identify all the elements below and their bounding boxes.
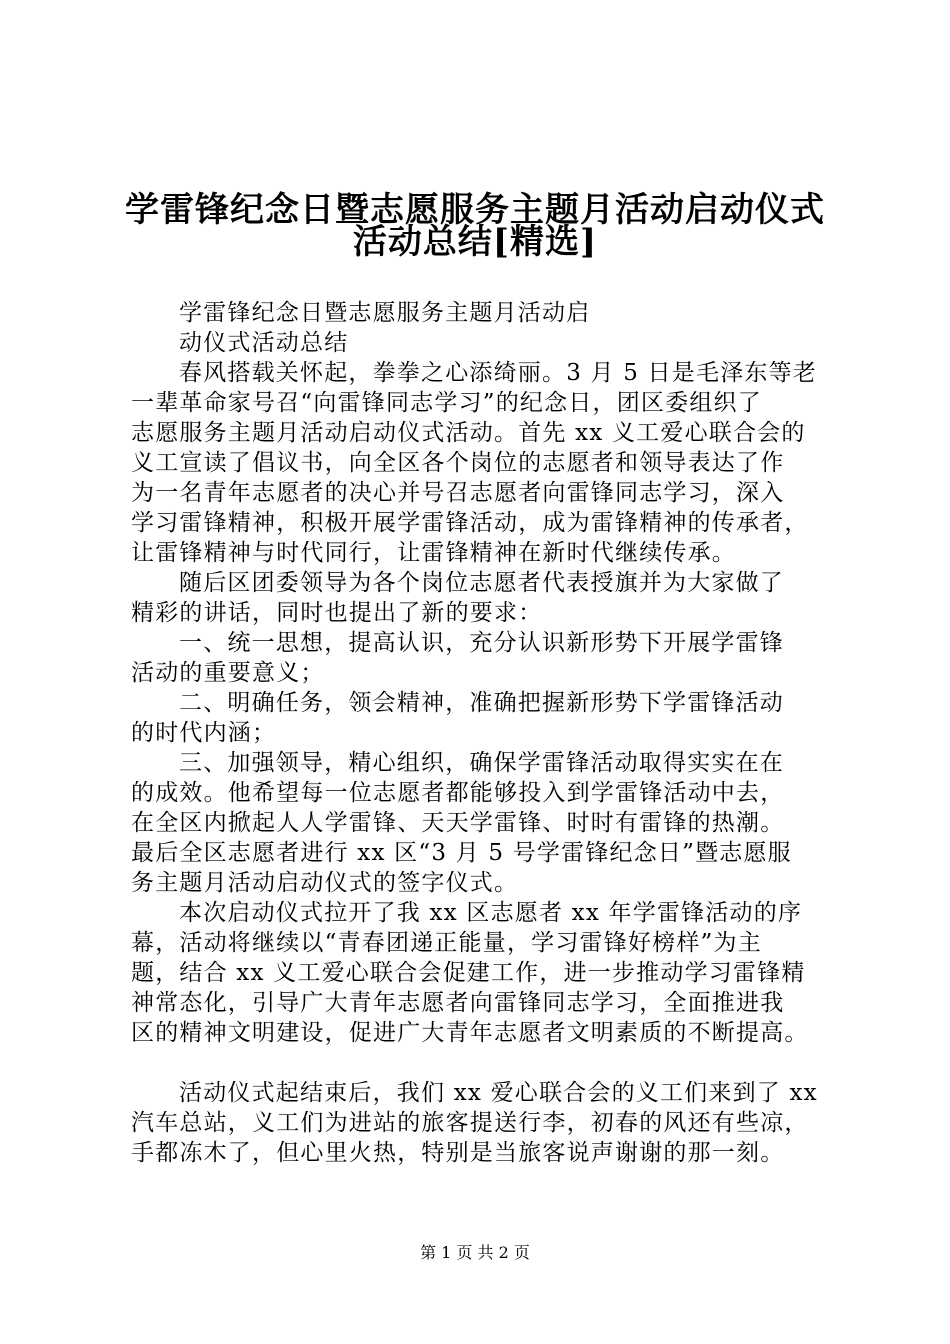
body-line: 汽车总站，义工们为进站的旅客提送行李，初春的风还有些凉，: [131, 1110, 809, 1136]
body-line: 一辈革命家号召“向雷锋同志学习”的纪念日，团区委组织了: [131, 390, 762, 416]
body-line: 一、统一思想，提高认识，充分认识新形势下开展学雷锋: [179, 630, 784, 656]
document-title-line-2: 活动总结[精选]: [352, 222, 598, 262]
body-line: 学雷锋纪念日暨志愿服务主题月活动启: [179, 300, 591, 326]
body-line: 三、加强领导，精心组织，确保学雷锋活动取得实实在在: [179, 750, 784, 776]
body-line: 学习雷锋精神，积极开展学雷锋活动，成为雷锋精神的传承者，: [131, 510, 809, 536]
body-line: 的时代内涵；: [131, 720, 277, 746]
body-line: 志愿服务主题月活动启动仪式活动。首先 xx 义工爱心联合会的: [131, 420, 806, 446]
document-body: [131, 298, 851, 1168]
body-line: 题，结合 xx 义工爱心联合会促建工作，进一步推动学习雷锋精: [131, 960, 806, 986]
body-line: 手都冻木了，但心里火热，特别是当旅客说声谢谢的那一刻。: [131, 1140, 785, 1166]
body-line: 务主题月活动启动仪式的签字仪式。: [131, 870, 519, 896]
body-line: [131, 1048, 851, 1078]
body-line: 最后全区志愿者进行 xx 区“3 月 5 号学雷锋纪念日”暨志愿服: [131, 840, 792, 866]
body-line: 的成效。他希望每一位志愿者都能够投入到学雷锋活动中去，: [131, 780, 785, 806]
body-line: 动仪式活动总结: [179, 330, 349, 356]
body-line: 随后区团委领导为各个岗位志愿者代表授旗并为大家做了: [179, 570, 784, 596]
body-line: 让雷锋精神与时代同行，让雷锋精神在新时代继续传承。: [131, 540, 736, 566]
body-line: 春风搭载关怀起，拳拳之心添绮丽。3 月 5 日是毛泽东等老: [179, 360, 817, 386]
body-line: 活动仪式起结束后，我们 xx 爱心联合会的义工们来到了 xx: [179, 1080, 818, 1106]
body-line: 二、明确任务，领会精神，准确把握新形势下学雷锋活动: [179, 690, 784, 716]
body-line: 神常态化，引导广大青年志愿者向雷锋同志学习，全面推进我: [131, 990, 785, 1016]
body-line: 本次启动仪式拉开了我 xx 区志愿者 xx 年学雷锋活动的序: [179, 900, 803, 926]
page-footer: 第 1 页 共 2 页: [420, 1243, 530, 1262]
body-line: 活动的重要意义；: [131, 660, 325, 686]
body-line: 精彩的讲话，同时也提出了新的要求：: [131, 600, 543, 626]
body-line: 为一名青年志愿者的决心并号召志愿者向雷锋同志学习，深入: [131, 480, 785, 506]
body-line: 义工宣读了倡议书，向全区各个岗位的志愿者和领导表达了作: [131, 450, 785, 476]
document-title-line-1: 学雷锋纪念日暨志愿服务主题月活动启动仪式: [125, 190, 825, 230]
body-line: 在全区内掀起人人学雷锋、天天学雷锋、时时有雷锋的热潮。: [131, 810, 785, 836]
body-line: 区的精神文明建设，促进广大青年志愿者文明素质的不断提高。: [131, 1020, 809, 1046]
body-line: 幕，活动将继续以“青春团递正能量，学习雷锋好榜样”为主: [131, 930, 762, 956]
